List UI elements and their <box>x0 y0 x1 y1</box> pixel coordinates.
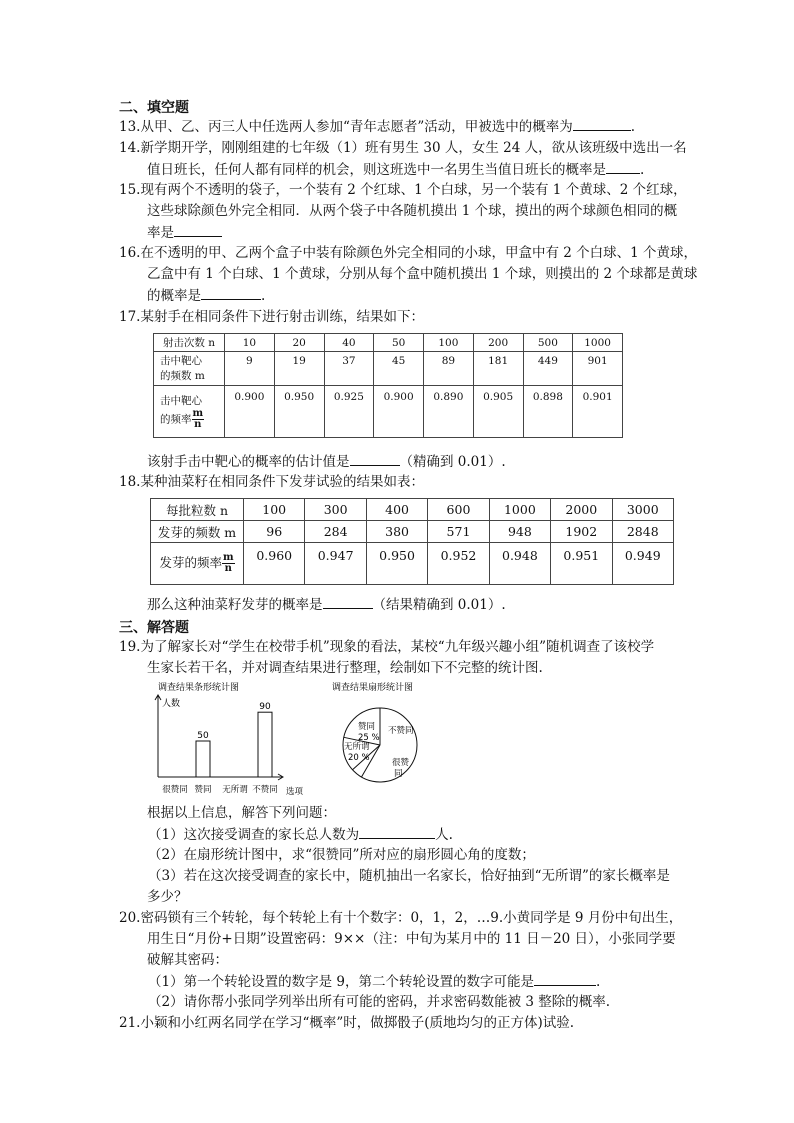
question-20-line3: 破解其密码： <box>147 952 228 968</box>
table-cell: 1000 <box>489 499 550 521</box>
question-16-text: 的概率是 <box>147 288 201 304</box>
table-cell: 50 <box>374 334 424 352</box>
table-row <box>151 543 674 585</box>
question-13-end: . <box>630 119 636 135</box>
row-label-text: 发芽的频率 <box>159 555 222 570</box>
table-cell: 0.890 <box>424 386 474 438</box>
part-text: （1）这次接受调查的家长总人数为 <box>148 827 360 843</box>
table-cell: 400 <box>366 499 427 521</box>
table-cell: 901 <box>573 352 623 386</box>
table-header-cell <box>151 543 244 585</box>
table-cell: 96 <box>244 521 305 543</box>
question-17-text: 该射手击中靶心的概率的估计值是 <box>147 454 350 470</box>
table-cell: 10 <box>225 334 275 352</box>
answer-blank <box>174 222 222 237</box>
table-cell: 3000 <box>612 499 673 521</box>
table-row <box>151 499 674 521</box>
bar-value-label: 90 <box>259 702 271 713</box>
table-cell: 0.905 <box>473 386 523 438</box>
table-row <box>151 521 674 543</box>
table-cell: 2000 <box>551 499 612 521</box>
table-cell: 200 <box>473 334 523 352</box>
table-header-cell: 每批粒数 n <box>151 499 244 521</box>
question-14-line1: 14.新学期开学，刚刚组建的七年级（1）班有男生 30 人，女生 24 人，欲从该班级中选出一名 <box>119 140 687 156</box>
question-19-part3-line2: 多少？ <box>147 889 188 905</box>
part-end: 人. <box>435 827 453 843</box>
pie-slice-label: 无所谓 <box>344 742 370 752</box>
table-cell: 0.950 <box>274 386 324 438</box>
table-row <box>154 334 623 352</box>
question-14-text: 值日班长，任何人都有同样的机会，则这班选中一名男生当值日班长的概率是 <box>147 162 606 178</box>
table-cell: 40 <box>324 334 374 352</box>
table-cell: 100 <box>424 334 474 352</box>
question-19-part3-line1: （3）若在这次接受调查的家长中，随机抽出一名家长，恰好抽到“无所谓”的家长概率是 <box>148 868 670 884</box>
pie-slice-label: 不赞同 <box>388 726 414 736</box>
table-cell: 0.900 <box>225 386 275 438</box>
fraction <box>192 409 205 430</box>
row-label-line: 击中靶心 <box>160 354 202 367</box>
question-14-line2 <box>147 159 644 180</box>
question-18-intro: 18.某种油菜籽在相同条件下发芽试验的结果如表： <box>119 474 424 490</box>
table-row <box>154 386 623 438</box>
x-tick-label: 无所谓 <box>222 785 248 795</box>
fraction-denominator: n <box>194 419 202 430</box>
question-19-line1: 19.为了解家长对“学生在校带手机”现象的看法，某校“九年级兴趣小组”随机调查了该校学 <box>119 639 655 655</box>
question-18-answer <box>147 594 506 615</box>
question-15-text: 率是 <box>147 225 174 241</box>
bar-2 <box>196 741 210 777</box>
question-20-line2: 用生日“月份+日期”设置密码：9××（注：中旬为某月中的 11 日－20 日），小张同学要 <box>147 931 676 947</box>
table-header-cell: 发芽的频数 m <box>151 521 244 543</box>
question-18-end: （结果精确到 0.01）. <box>372 597 506 613</box>
question-20-part2: （2）请你帮小张同学列举出所有可能的密码，并求密码数能被 3 整除的概率. <box>148 994 611 1010</box>
fraction <box>222 553 235 574</box>
germination-table <box>150 498 674 585</box>
table-cell: 1000 <box>573 334 623 352</box>
question-15-line1: 15.现有两个不透明的袋子，一个装有 2 个红球、1 个白球，另一个装有 1 个黄球、2 个红球， <box>119 182 687 198</box>
part-end: . <box>595 974 601 990</box>
table-header-cell <box>154 386 225 438</box>
table-cell: 0.949 <box>612 543 673 585</box>
table-header-cell: 射击次数 n <box>154 334 225 352</box>
table-cell: 600 <box>428 499 489 521</box>
question-20-line1: 20.密码锁有三个转轮，每个转轮上有十个数字：0，1，2，…9.小黄同学是 9 月份中旬出生， <box>119 910 683 926</box>
pie-slice-value: 25 % <box>358 733 380 743</box>
table-cell: 0.900 <box>374 386 424 438</box>
question-13-text: 13.从甲、乙、丙三人中任选两人参加“青年志愿者”活动，甲被选中的概率为 <box>119 119 573 135</box>
answer-blank <box>534 971 596 986</box>
pie-slice-value: 20 % <box>348 753 370 763</box>
pie-slice-label: 同 <box>394 769 403 779</box>
question-19-lead: 根据以上信息，解答下列问题： <box>147 805 336 821</box>
x-tick-label: 赞同 <box>194 785 212 795</box>
table-cell: 2848 <box>612 521 673 543</box>
bar-4 <box>258 712 272 777</box>
y-axis-label: 人数 <box>162 699 181 709</box>
table-cell: 0.898 <box>523 386 573 438</box>
table-cell: 0.951 <box>551 543 612 585</box>
question-16-line3 <box>147 285 265 306</box>
table-cell: 284 <box>305 521 366 543</box>
section-heading-fill-blank: 二、填空题 <box>119 100 189 116</box>
table-cell: 20 <box>274 334 324 352</box>
question-15-line2: 这些球除颜色外完全相同．从两个袋子中各随机摸出 1 个球，摸出的两个球颜色相同的概 <box>147 203 678 219</box>
question-17-end: （精确到 0.01）. <box>399 454 506 470</box>
question-14-end: . <box>640 162 645 178</box>
question-19-line2: 生家长若干名，并对调查结果进行整理，绘制如下不完整的统计图. <box>147 660 543 676</box>
bar-group <box>196 702 272 777</box>
question-21-line1: 21.小颖和小红两名同学在学习“概率”时，做掷骰子(质地均匀的正方体)试验. <box>119 1015 575 1031</box>
question-19-part1 <box>148 824 453 845</box>
question-15-line3 <box>147 222 222 243</box>
question-16-line2: 乙盒中有 1 个白球、1 个黄球，分别从每个盒中随机摸出 1 个球，则摸出的 2 个球都是黄球 <box>147 266 698 282</box>
answer-blank <box>573 116 631 131</box>
table-cell: 571 <box>428 521 489 543</box>
fraction-numerator: m <box>222 552 234 563</box>
pie-chart <box>328 680 428 798</box>
table-cell: 380 <box>366 521 427 543</box>
table-header-cell <box>154 352 225 386</box>
section-heading-answer: 三、解答题 <box>119 620 189 636</box>
table-cell: 9 <box>225 352 275 386</box>
pie-slice-label: 很赞 <box>392 758 410 768</box>
table-cell: 0.950 <box>366 543 427 585</box>
table-cell: 0.925 <box>324 386 374 438</box>
row-label-text: 的频率 <box>160 413 192 426</box>
table-cell: 19 <box>274 352 324 386</box>
question-16-end: . <box>261 288 266 304</box>
table-cell: 449 <box>523 352 573 386</box>
table-cell: 0.901 <box>573 386 623 438</box>
table-row <box>154 352 623 386</box>
table-cell: 100 <box>244 499 305 521</box>
chart-title: 调查结果扇形统计图 <box>332 683 414 693</box>
table-cell: 0.947 <box>305 543 366 585</box>
question-17-answer <box>147 451 506 472</box>
question-13 <box>119 116 635 137</box>
table-cell: 181 <box>473 352 523 386</box>
question-20-part1 <box>148 971 600 992</box>
bar-chart <box>148 680 308 798</box>
x-tick-label: 很赞同 <box>162 785 188 795</box>
bar-value-label: 50 <box>197 731 209 741</box>
row-label-line: 击中靶心 <box>160 395 202 407</box>
answer-blank <box>350 451 400 466</box>
question-17-intro: 17.某射手在相同条件下进行射击训练，结果如下： <box>119 309 424 325</box>
chart-title: 调查结果条形统计图 <box>158 683 240 693</box>
table-cell: 1902 <box>551 521 612 543</box>
fraction-denominator: n <box>224 563 232 574</box>
table-cell: 0.948 <box>489 543 550 585</box>
row-label-line: 的频数 m <box>160 369 205 382</box>
table-cell: 300 <box>305 499 366 521</box>
answer-blank <box>201 285 261 300</box>
row-label-line <box>160 409 224 430</box>
question-16-line1: 16.在不透明的甲、乙两个盒子中装有除颜色外完全相同的小球，甲盒中有 2 个白球、1 个黄球， <box>119 245 698 261</box>
table-cell: 0.952 <box>428 543 489 585</box>
question-19-part2: （2）在扇形统计图中，求“很赞同”所对应的扇形圆心角的度数； <box>148 847 535 863</box>
table-cell: 948 <box>489 521 550 543</box>
table-cell: 45 <box>374 352 424 386</box>
fraction-numerator: m <box>192 408 204 419</box>
table-cell: 37 <box>324 352 374 386</box>
table-cell: 89 <box>424 352 474 386</box>
x-tick-label: 不赞同 <box>252 785 278 795</box>
question-18-text: 那么这种油菜籽发芽的概率是 <box>147 597 323 613</box>
pie-slice-label: 赞同 <box>358 722 376 732</box>
table-cell: 500 <box>523 334 573 352</box>
answer-blank <box>359 824 435 839</box>
part-text: （1）第一个转轮设置的数字是 9，第二个转轮设置的数字可能是 <box>148 974 534 990</box>
x-axis-label: 选项 <box>286 787 304 797</box>
shooting-table <box>153 333 623 438</box>
table-cell: 0.960 <box>244 543 305 585</box>
answer-blank <box>606 159 640 174</box>
answer-blank <box>323 594 373 609</box>
